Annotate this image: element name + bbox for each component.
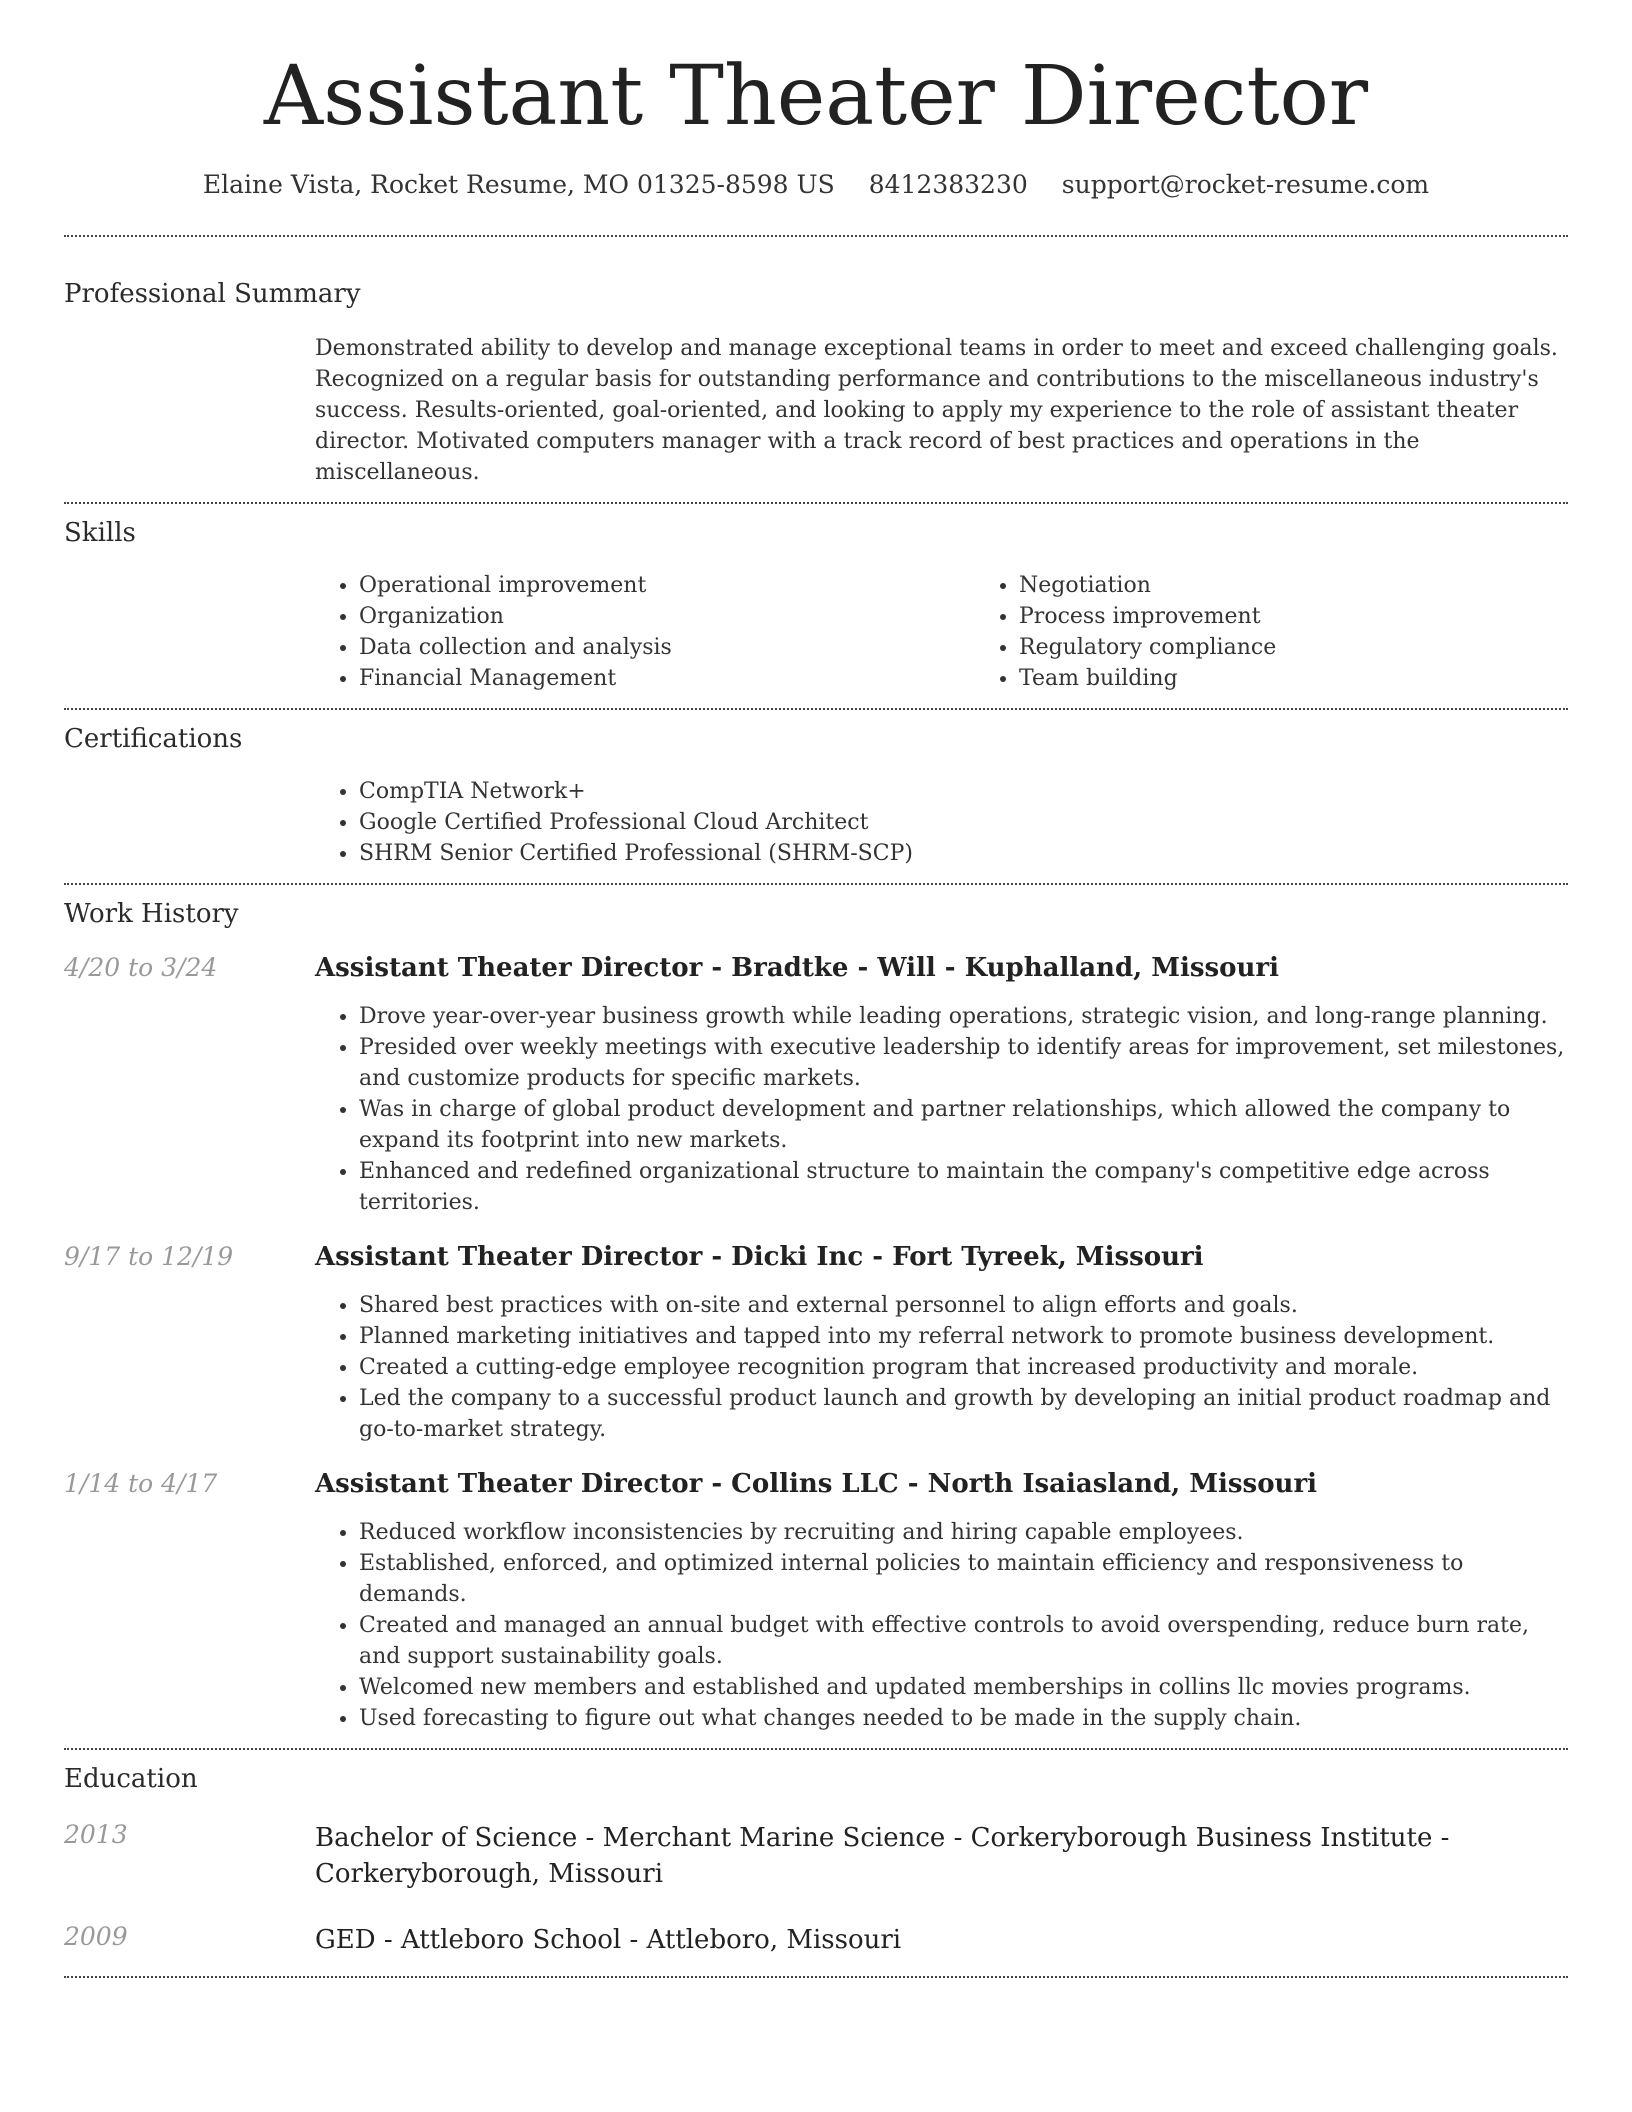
list-item: • Was in charge of global product development and partner relationships, which allowed the company to expand its footprint into new markets.	[359, 1094, 1568, 1156]
skills-grid	[315, 570, 1632, 694]
list-item: • Reduced workflow inconsistencies by recruiting and hiring capable employees.	[359, 1517, 1568, 1548]
list-item: • Planned marketing initiatives and tapped into my referral network to promote business development.	[359, 1321, 1568, 1352]
job-entry	[64, 1469, 1568, 1748]
contact-phone: 8412383230	[868, 170, 1028, 200]
list-item: • SHRM Senior Certified Professional (SHRM-SCP)	[359, 838, 1568, 869]
job-bullets	[315, 1001, 1568, 1218]
job-title: Assistant Theater Director - Collins LLC - North Isaiasland, Missouri	[315, 1469, 1318, 1500]
section-title-summary: Professional Summary	[64, 279, 361, 310]
work-history-section	[64, 885, 1568, 1748]
list-item: • Created a cutting-edge employee recognition program that increased productivity and morale.	[359, 1352, 1568, 1383]
section-title-work: Work History	[64, 899, 239, 930]
job-entry	[64, 1242, 1568, 1445]
job-dates: 9/17 to 12/19	[64, 1242, 234, 1272]
list-item: • Presided over weekly meetings with executive leadership to identify areas for improvement, set milestones, and customize products for specific markets.	[359, 1032, 1568, 1094]
section-divider	[64, 1976, 1568, 1978]
list-item: • Organization	[359, 601, 975, 632]
education-text: GED - Attleboro School - Attleboro, Missouri	[315, 1925, 902, 1956]
job-title: Assistant Theater Director - Dicki Inc - Fort Tyreek, Missouri	[315, 1242, 1204, 1273]
skills-section	[64, 504, 1568, 708]
education-section	[64, 1750, 1568, 1976]
education-entry	[64, 1820, 1568, 1892]
contact-line	[64, 170, 1568, 199]
skills-column-2	[975, 570, 1632, 694]
list-item: • Enhanced and redefined organizational structure to maintain the company's competitive edge across territories.	[359, 1156, 1568, 1218]
education-year: 2009	[64, 1922, 128, 1952]
list-item: • Financial Management	[359, 663, 975, 694]
list-item: • Data collection and analysis	[359, 632, 975, 663]
summary-section	[64, 237, 1568, 502]
list-item: • Google Certified Professional Cloud Architect	[359, 807, 1568, 838]
job-dates: 1/14 to 4/17	[64, 1469, 218, 1499]
list-item: • Led the company to a successful product launch and growth by developing an initial product roadmap and go-to-market strategy.	[359, 1383, 1568, 1445]
job-dates: 4/20 to 3/24	[64, 953, 218, 983]
list-item: • Operational improvement	[359, 570, 975, 601]
list-item: • Shared best practices with on-site and external personnel to align efforts and goals.	[359, 1290, 1568, 1321]
section-title-education: Education	[64, 1764, 198, 1795]
certifications-list	[315, 776, 1568, 869]
list-item: • Drove year-over-year business growth while leading operations, strategic vision, and long-range planning.	[359, 1001, 1568, 1032]
page-title: Assistant Theater Director	[263, 49, 1369, 144]
section-title-certifications: Certifications	[64, 724, 243, 755]
list-item: • Created and managed an annual budget with effective controls to avoid overspending, reduce burn rate, and support sustainability goals.	[359, 1610, 1568, 1672]
job-title: Assistant Theater Director - Bradtke - Will - Kuphalland, Missouri	[315, 953, 1279, 984]
list-item: • CompTIA Network+	[359, 776, 1568, 807]
list-item: • Welcomed new members and established and updated memberships in collins llc movies programs.	[359, 1672, 1568, 1703]
education-entry	[64, 1922, 1568, 1976]
list-item: • Regulatory compliance	[1019, 632, 1632, 663]
list-item: • Negotiation	[1019, 570, 1632, 601]
education-year: 2013	[64, 1820, 128, 1850]
section-title-skills: Skills	[64, 518, 136, 549]
list-item: • Established, enforced, and optimized internal policies to maintain efficiency and responsiveness to demands.	[359, 1548, 1568, 1610]
summary-text: Demonstrated ability to develop and manage exceptional teams in order to meet and exceed challenging goals. Recognized on a regular basis for outstanding performance and contributions to the miscellaneous industry's success. Results-oriented, goal-oriented, and looking to apply my experience to the role of assistant theater director. Motivated computers manager with a track record of best practices and operations in the miscellaneous.	[315, 336, 1558, 486]
job-bullets	[315, 1290, 1568, 1445]
contact-address: Elaine Vista, Rocket Resume, MO 01325-8598 US	[202, 170, 835, 200]
contact-email: support@rocket-resume.com	[1061, 170, 1430, 200]
job-bullets	[315, 1517, 1568, 1734]
list-item: • Process improvement	[1019, 601, 1632, 632]
certifications-section	[64, 710, 1568, 883]
job-entry	[64, 953, 1568, 1218]
education-text: Bachelor of Science - Merchant Marine Science - Corkeryborough Business Institute - Corkeryborough, Missouri	[315, 1823, 1450, 1890]
list-item: • Team building	[1019, 663, 1632, 694]
skills-column-1	[315, 570, 975, 694]
list-item: • Used forecasting to figure out what changes needed to be made in the supply chain.	[359, 1703, 1568, 1734]
